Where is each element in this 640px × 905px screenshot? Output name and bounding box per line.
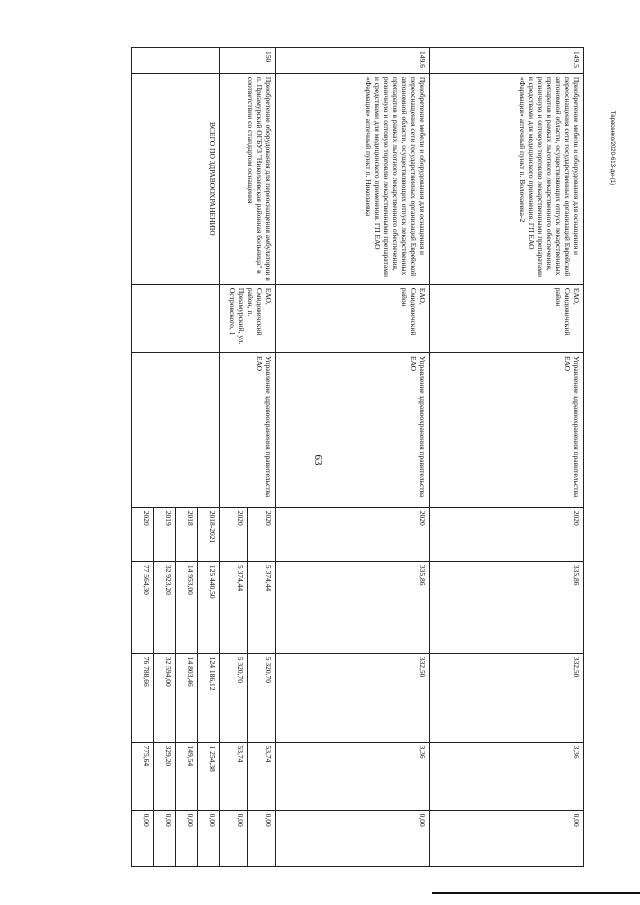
row-year: 2020 bbox=[248, 507, 276, 561]
total-year: 2018 bbox=[176, 507, 198, 561]
total-year: 2018-2021 bbox=[198, 507, 220, 561]
row-name: Приобретение мебели и оборудования для оснащения и переоснащения сети государственных организаций Еврейской автономной области, осуществляющих отпуск лекарственных препаратов в рамках льготного лекарственного обеспечения, розничную и оптовую торговлю лекарственными препаратами и средствами для медицинского применения. ГП ЕАО «Фармация» аптечный пункт п. Волочаевка-2 bbox=[430, 73, 584, 284]
total-value-federal: 76 788,66 bbox=[132, 653, 154, 742]
total-value-regional: 149,54 bbox=[176, 742, 198, 810]
page-number: 63 bbox=[312, 454, 324, 466]
row-value-federal: 5 320,70 bbox=[220, 653, 248, 742]
row-value-total: 5 374,44 bbox=[220, 561, 248, 653]
total-label: ВСЕГО ПО ЗДРАВООХРАНЕНИЮ bbox=[132, 73, 220, 284]
row-name: Приобретение мебели и оборудования для оснащения и переоснащения сети государственных организаций Еврейской автономной области, осуществляющих отпуск лекарственных препаратов в рамках льготного лекарственного обеспечения, розничную и оптовую торговлю лекарственными препаратами и средствами для медицинского применения. ГП ЕАО «Фармация» аптечный пункт п. Николаевка bbox=[276, 73, 430, 284]
row-value-other: 0,00 bbox=[220, 810, 248, 866]
total-value-total: 77 564,30 bbox=[132, 561, 154, 653]
total-index-cell bbox=[132, 48, 220, 74]
bottom-rule bbox=[432, 892, 640, 894]
table-row bbox=[430, 48, 584, 867]
row-value-total: 335,86 bbox=[430, 561, 584, 653]
row-value-regional: 53,74 bbox=[248, 742, 276, 810]
total-value-federal: 124 186,12 bbox=[198, 653, 220, 742]
row-value-total: 5 374,44 bbox=[248, 561, 276, 653]
total-value-regional: 329,20 bbox=[154, 742, 176, 810]
row-executor: Управление здравоохранения правительства ЕАО bbox=[276, 352, 430, 507]
total-executor-cell bbox=[132, 352, 220, 507]
total-value-other: 0,00 bbox=[132, 810, 154, 866]
row-value-regional: 3,36 bbox=[430, 742, 584, 810]
rotated-table-block bbox=[56, 47, 584, 867]
table-row bbox=[248, 48, 276, 867]
budget-table bbox=[131, 47, 584, 867]
row-year: 2020 bbox=[430, 507, 584, 561]
row-executor: Управление здравоохранения правительства ЕАО bbox=[430, 352, 584, 507]
row-index: 149.6 bbox=[276, 48, 430, 74]
row-value-other: 0,00 bbox=[248, 810, 276, 866]
row-value-federal: 332,50 bbox=[430, 653, 584, 742]
row-address: ЕАО, Смидовичский район bbox=[276, 284, 430, 352]
total-value-federal: 14 803,46 bbox=[176, 653, 198, 742]
row-index: 150 bbox=[220, 48, 276, 74]
row-year: 2020 bbox=[220, 507, 248, 561]
total-value-other: 0,00 bbox=[176, 810, 198, 866]
row-value-regional: 53,74 bbox=[220, 742, 248, 810]
row-value-federal: 332,50 bbox=[276, 653, 430, 742]
row-value-total: 335,86 bbox=[276, 561, 430, 653]
total-value-other: 0,00 bbox=[154, 810, 176, 866]
total-address-cell bbox=[132, 284, 220, 352]
total-value-total: 14 953,00 bbox=[176, 561, 198, 653]
row-name: Приобретение оборудования для переоснащения амбулатории в п. Приамурский ОГБУЗ "Николаевская районная больница" в соответствии со стандартом оснащения bbox=[220, 73, 276, 284]
row-value-regional: 3,36 bbox=[276, 742, 430, 810]
row-executor: Управление здравоохранения правительства ЕАО bbox=[220, 352, 276, 507]
total-year: 2019 bbox=[154, 507, 176, 561]
row-value-federal: 5 320,70 bbox=[248, 653, 276, 742]
table-row bbox=[276, 48, 430, 867]
total-row bbox=[198, 48, 220, 867]
row-year: 2020 bbox=[276, 507, 430, 561]
total-value-regional: 1 254,38 bbox=[198, 742, 220, 810]
row-index: 149.5 bbox=[430, 48, 584, 74]
row-address: ЕАО, Смидовичский район bbox=[430, 284, 584, 352]
row-value-other: 0,00 bbox=[276, 810, 430, 866]
total-value-total: 125 440,50 bbox=[198, 561, 220, 653]
row-address: ЕАО, Смидовичский район, п. Приамурский, ул. Островского, 1 bbox=[220, 284, 276, 352]
total-value-federal: 32 594,00 bbox=[154, 653, 176, 742]
footer-code: Тарасенко/2020-613-дн-(1) bbox=[609, 110, 615, 186]
total-year: 2020 bbox=[132, 507, 154, 561]
total-value-total: 32 923,20 bbox=[154, 561, 176, 653]
total-value-regional: 775,64 bbox=[132, 742, 154, 810]
row-value-other: 0,00 bbox=[430, 810, 584, 866]
total-value-other: 0,00 bbox=[198, 810, 220, 866]
